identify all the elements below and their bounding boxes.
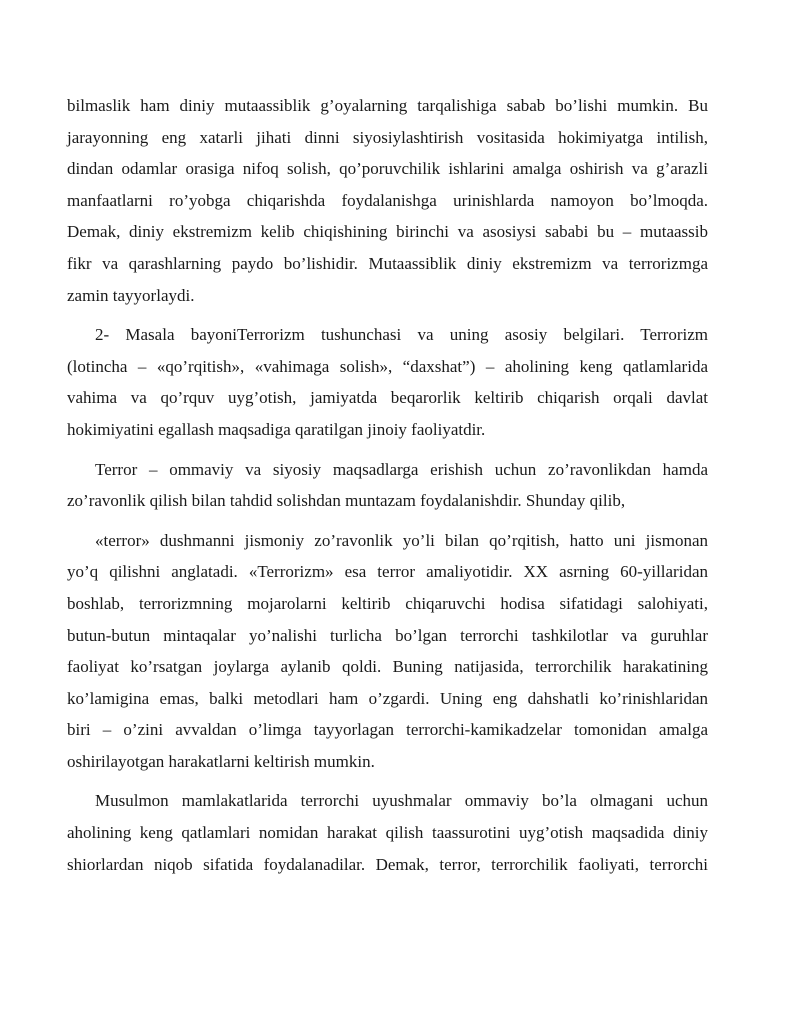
text-line: jarayonning eng xatarli jihati dinni siyosiylashtirish vositasida hokimiyatga intilish, — [67, 127, 708, 147]
text-line: shiorlardan niqob sifatida foydalanadilar. Demak, terror, terrorchilik faoliyati, terrorchi — [67, 854, 708, 874]
text-line: oshirilayotgan harakatlarni keltirish mumkin. — [67, 751, 375, 771]
text-line: ko’lamigina emas, balki metodlari ham o’zgardi. Uning eng dahshatli ko’rinishlaridan — [67, 688, 708, 708]
text-line: Demak, diniy ekstremizm kelib chiqishining birinchi va asosiysi sababi bu – mutaassib — [67, 222, 708, 242]
text-line: 2- Masala bayoniTerrorizm tushunchasi va uning asosiy belgilari. Terrorizm — [95, 325, 708, 345]
document-body — [67, 90, 708, 888]
text-line: bilmaslik ham diniy mutaassiblik g’oyalarning tarqalishiga sabab bo’lishi mumkin. Bu — [67, 96, 708, 115]
text-line: aholining keng qatlamlari nomidan harakat qilish taassurotini uyg’otish maqsadida diniy — [67, 823, 708, 843]
text-line: dindan odamlar orasiga nifoq solish, qo’poruvchilik ishlarini amalga oshirish va g’arazli — [67, 159, 708, 179]
text-line: boshlab, terrorizmning mojarolarni keltirib chiqaruvchi hodisa sifatidagi salohiyati, — [67, 593, 708, 613]
paragraph-5 — [67, 785, 708, 880]
text-line: biri – o’zini avvaldan o’limga tayyorlagan terrorchi-kamikadzelar tomonidan amalga — [67, 720, 708, 740]
paragraph-2 — [67, 319, 708, 445]
text-line: faoliyat ko’rsatgan joylarga aylanib qoldi. Buning natijasida, terrorchilik harakatining — [67, 657, 708, 677]
text-line: fikr va qarashlarning paydo bo’lishidir. Mutaassiblik diniy ekstremizm va terrorizmga — [67, 253, 708, 273]
paragraph-1 — [67, 90, 708, 311]
text-line: hokimiyatini egallash maqsadiga qaratilgan jinoiy faoliyatdir. — [67, 419, 486, 439]
text-line: «terror» dushmanni jismoniy zo’ravonlik yo’li bilan qo’rqitish, hatto uni jismonan — [95, 530, 708, 550]
paragraph-4 — [67, 525, 708, 778]
text-line: zamin tayyorlaydi. — [67, 285, 195, 305]
text-line: Musulmon mamlakatlarida terrorchi uyushmalar ommaviy bo’la olmagani uchun — [95, 791, 708, 811]
text-line: Terror – ommaviy va siyosiy maqsadlarga erishish uchun zo’ravonlikdan hamda — [95, 459, 708, 479]
text-line: manfaatlarni ro’yobga chiqarishda foydalanishga urinishlarda namoyon bo’lmoqda. — [67, 190, 708, 210]
text-line: yo’q qilishni anglatadi. «Terrorizm» esa terror amaliyotidir. XX asrning 60-yillaridan — [67, 562, 708, 582]
text-line: zo’ravonlik qilish bilan tahdid solishdan muntazam foydalanishdir. Shunday qilib, — [67, 491, 626, 511]
text-line: butun-butun mintaqalar yo’nalishi turlicha bo’lgan terrorchi tashkilotlar va guruhlar — [67, 625, 708, 645]
text-line: vahima va qo’rquv uyg’otish, jamiyatda beqarorlik keltirib chiqarish orqali davlat — [67, 388, 708, 408]
text-line: (lotincha – «qo’rqitish», «vahimaga solish», “daxshat”) – aholining keng qatlamlarida — [67, 356, 708, 376]
paragraph-3 — [67, 454, 708, 517]
